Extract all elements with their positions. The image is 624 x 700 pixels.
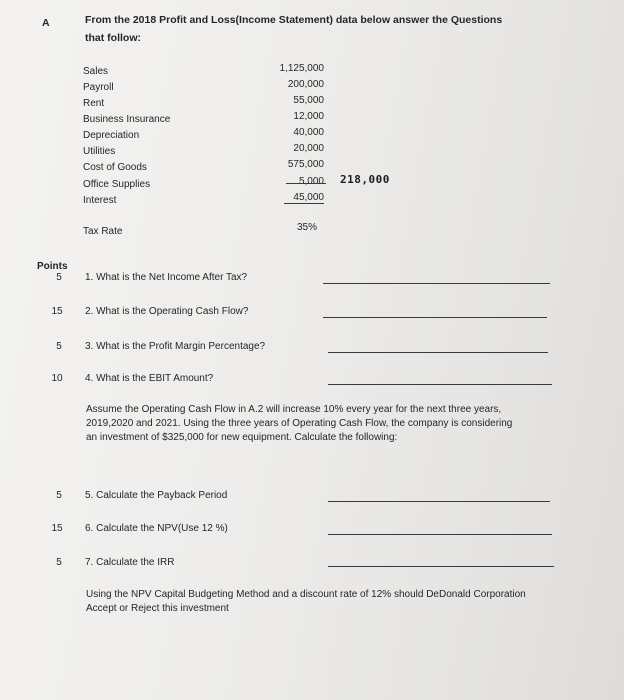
answer-line[interactable] [328,384,552,385]
question-text: 7. Calculate the IRR [85,557,175,568]
line-item-value: 12,000 [293,111,324,122]
tax-rate-value: 35% [296,222,317,233]
answer-line[interactable] [328,566,554,567]
question-text: 4. What is the EBIT Amount? [85,373,214,384]
final-question: Using the NPV Capital Budgeting Method and a discount rate of 12% should DeDonald Corporation Accept or Reject this investment [86,589,526,614]
line-item-label: Interest [83,195,117,206]
line-item-label: Depreciation [83,130,140,141]
answer-line[interactable] [328,352,548,353]
line-item-value: 40,000 [293,127,324,138]
question-text: 3. What is the Profit Margin Percentage? [85,341,266,352]
line-item-value: 200,000 [287,79,324,90]
question-points: 15 [51,306,63,317]
question-points: 15 [51,523,63,534]
question-points: 5 [56,490,62,501]
question-points: 10 [51,373,63,384]
points-heading: Points [37,261,68,272]
question-points: 5 [56,272,62,283]
line-item-value: 20,000 [293,143,324,154]
instructions-line-1: From the 2018 Profit and Loss(Income Statement) data below answer the Questions [85,14,503,26]
sum-underline [286,183,326,184]
total-underline [284,203,324,204]
answer-line[interactable] [323,317,547,318]
section-letter: A [42,17,50,29]
question-text: 1. What is the Net Income After Tax? [85,272,248,283]
answer-line[interactable] [328,534,552,535]
line-item-label: Cost of Goods [83,162,147,173]
line-item-value: 55,000 [293,95,324,106]
handwritten-total: 218,000 [340,173,390,186]
line-item-value: 5,000 [298,176,324,187]
instructions-line-2: that follow: [85,32,141,44]
line-item-value: 45,000 [293,192,324,203]
line-item-label: Payroll [83,82,114,93]
assumption-paragraph: Assume the Operating Cash Flow in A.2 will increase 10% every year for the next three years, 2019,2020 and 2021. Using the three years of Operating Cash Flow, the company is considering an investment of $325,000 for new equipment. Calculate the following: [86,404,513,443]
question-text: 5. Calculate the Payback Period [85,490,228,501]
tax-rate-label: Tax Rate [83,226,123,237]
answer-line[interactable] [328,501,550,502]
line-item-value: 1,125,000 [279,63,324,74]
question-points: 5 [56,557,62,568]
line-item-value: 575,000 [287,159,324,170]
question-text: 2. What is the Operating Cash Flow? [85,306,249,317]
line-item-label: Sales [83,66,109,77]
line-item-label: Rent [83,98,105,109]
line-item-label: Utilities [83,146,116,157]
question-points: 5 [56,341,62,352]
answer-line[interactable] [323,283,550,284]
line-item-label: Office Supplies [83,179,151,190]
question-text: 6. Calculate the NPV(Use 12 %) [85,523,228,534]
line-item-label: Business Insurance [83,114,171,125]
